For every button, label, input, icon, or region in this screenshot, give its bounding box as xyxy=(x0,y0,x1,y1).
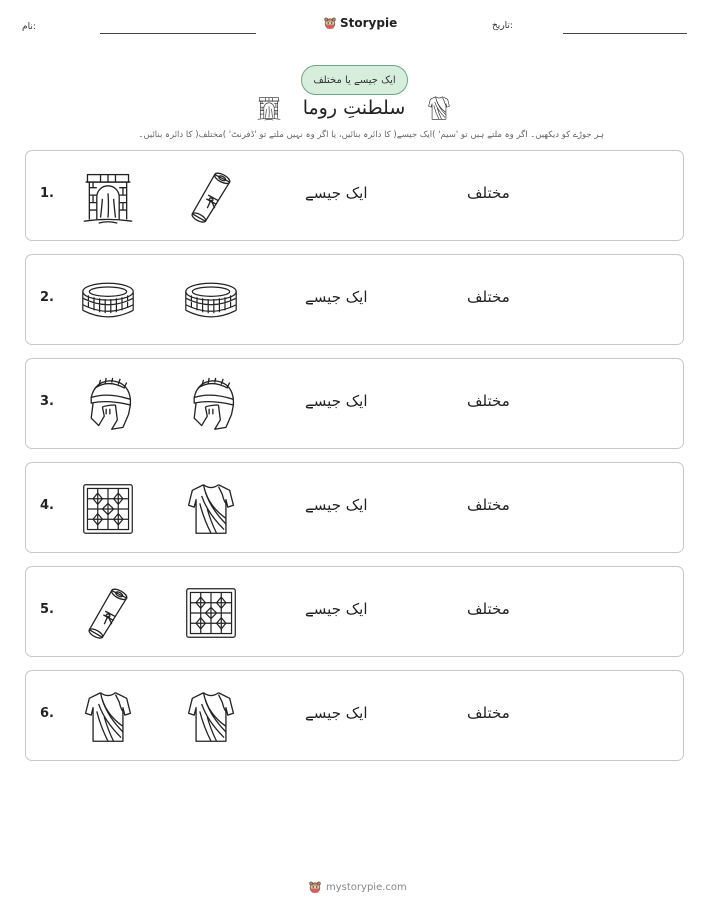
date-line[interactable] xyxy=(563,33,687,34)
mosaic-icon xyxy=(183,585,239,641)
aqueduct-icon xyxy=(256,94,282,122)
toga-icon xyxy=(80,689,136,745)
row-number: 1. xyxy=(40,186,54,201)
option-same[interactable]: ایک جیسے xyxy=(305,184,368,202)
helmet-icon xyxy=(183,377,239,433)
title-row xyxy=(254,91,454,125)
row-number: 2. xyxy=(40,290,54,305)
mosaic-icon xyxy=(80,481,136,537)
option-different[interactable]: مختلف xyxy=(467,392,510,410)
mascot-icon xyxy=(308,879,322,895)
option-same[interactable]: ایک جیسے xyxy=(305,496,368,514)
option-different[interactable]: مختلف xyxy=(467,496,510,514)
colosseum-icon xyxy=(80,273,136,329)
name-label: نام: xyxy=(22,22,36,32)
helmet-icon xyxy=(80,377,136,433)
worksheet-type-badge: ایک جیسے یا مختلف xyxy=(301,65,408,95)
toga-icon xyxy=(183,481,239,537)
exercise-row xyxy=(25,254,684,345)
row-number: 4. xyxy=(40,498,54,513)
page-title: سلطنتِ روما xyxy=(302,97,406,119)
date-label: تاریخ: xyxy=(492,21,513,31)
option-same[interactable]: ایک جیسے xyxy=(305,704,368,722)
colosseum-icon xyxy=(183,273,239,329)
aqueduct-icon xyxy=(80,169,136,225)
brand-name: Storypie xyxy=(340,16,398,30)
mascot-icon xyxy=(323,15,337,31)
scroll-icon xyxy=(183,169,239,225)
row-number: 5. xyxy=(40,602,54,617)
toga-icon xyxy=(426,93,452,123)
row-number: 3. xyxy=(40,394,54,409)
option-same[interactable]: ایک جیسے xyxy=(305,600,368,618)
toga-icon xyxy=(183,689,239,745)
exercise-row xyxy=(25,358,684,449)
instructions: ہر جوڑے کو دیکھیں۔ اگر وہ ملتے ہیں تو 'سیم' )ایک جیسے( کا دائرہ بنائیں، یا اگر وہ نہیں ملتے تو 'ڈفرنٹ' )مختلف( کا دائرہ بنائیں۔ xyxy=(138,130,604,140)
scroll-icon xyxy=(80,585,136,641)
option-different[interactable]: مختلف xyxy=(467,704,510,722)
exercise-row xyxy=(25,566,684,657)
footer-url: mystorypie.com xyxy=(326,881,407,893)
footer xyxy=(308,879,407,895)
exercise-row xyxy=(25,150,684,241)
exercise-row xyxy=(25,462,684,553)
option-different[interactable]: مختلف xyxy=(467,600,510,618)
name-line[interactable] xyxy=(100,33,256,34)
option-same[interactable]: ایک جیسے xyxy=(305,288,368,306)
brand-logo xyxy=(323,13,397,33)
option-different[interactable]: مختلف xyxy=(467,288,510,306)
exercise-row xyxy=(25,670,684,761)
option-different[interactable]: مختلف xyxy=(467,184,510,202)
option-same[interactable]: ایک جیسے xyxy=(305,392,368,410)
row-number: 6. xyxy=(40,706,54,721)
